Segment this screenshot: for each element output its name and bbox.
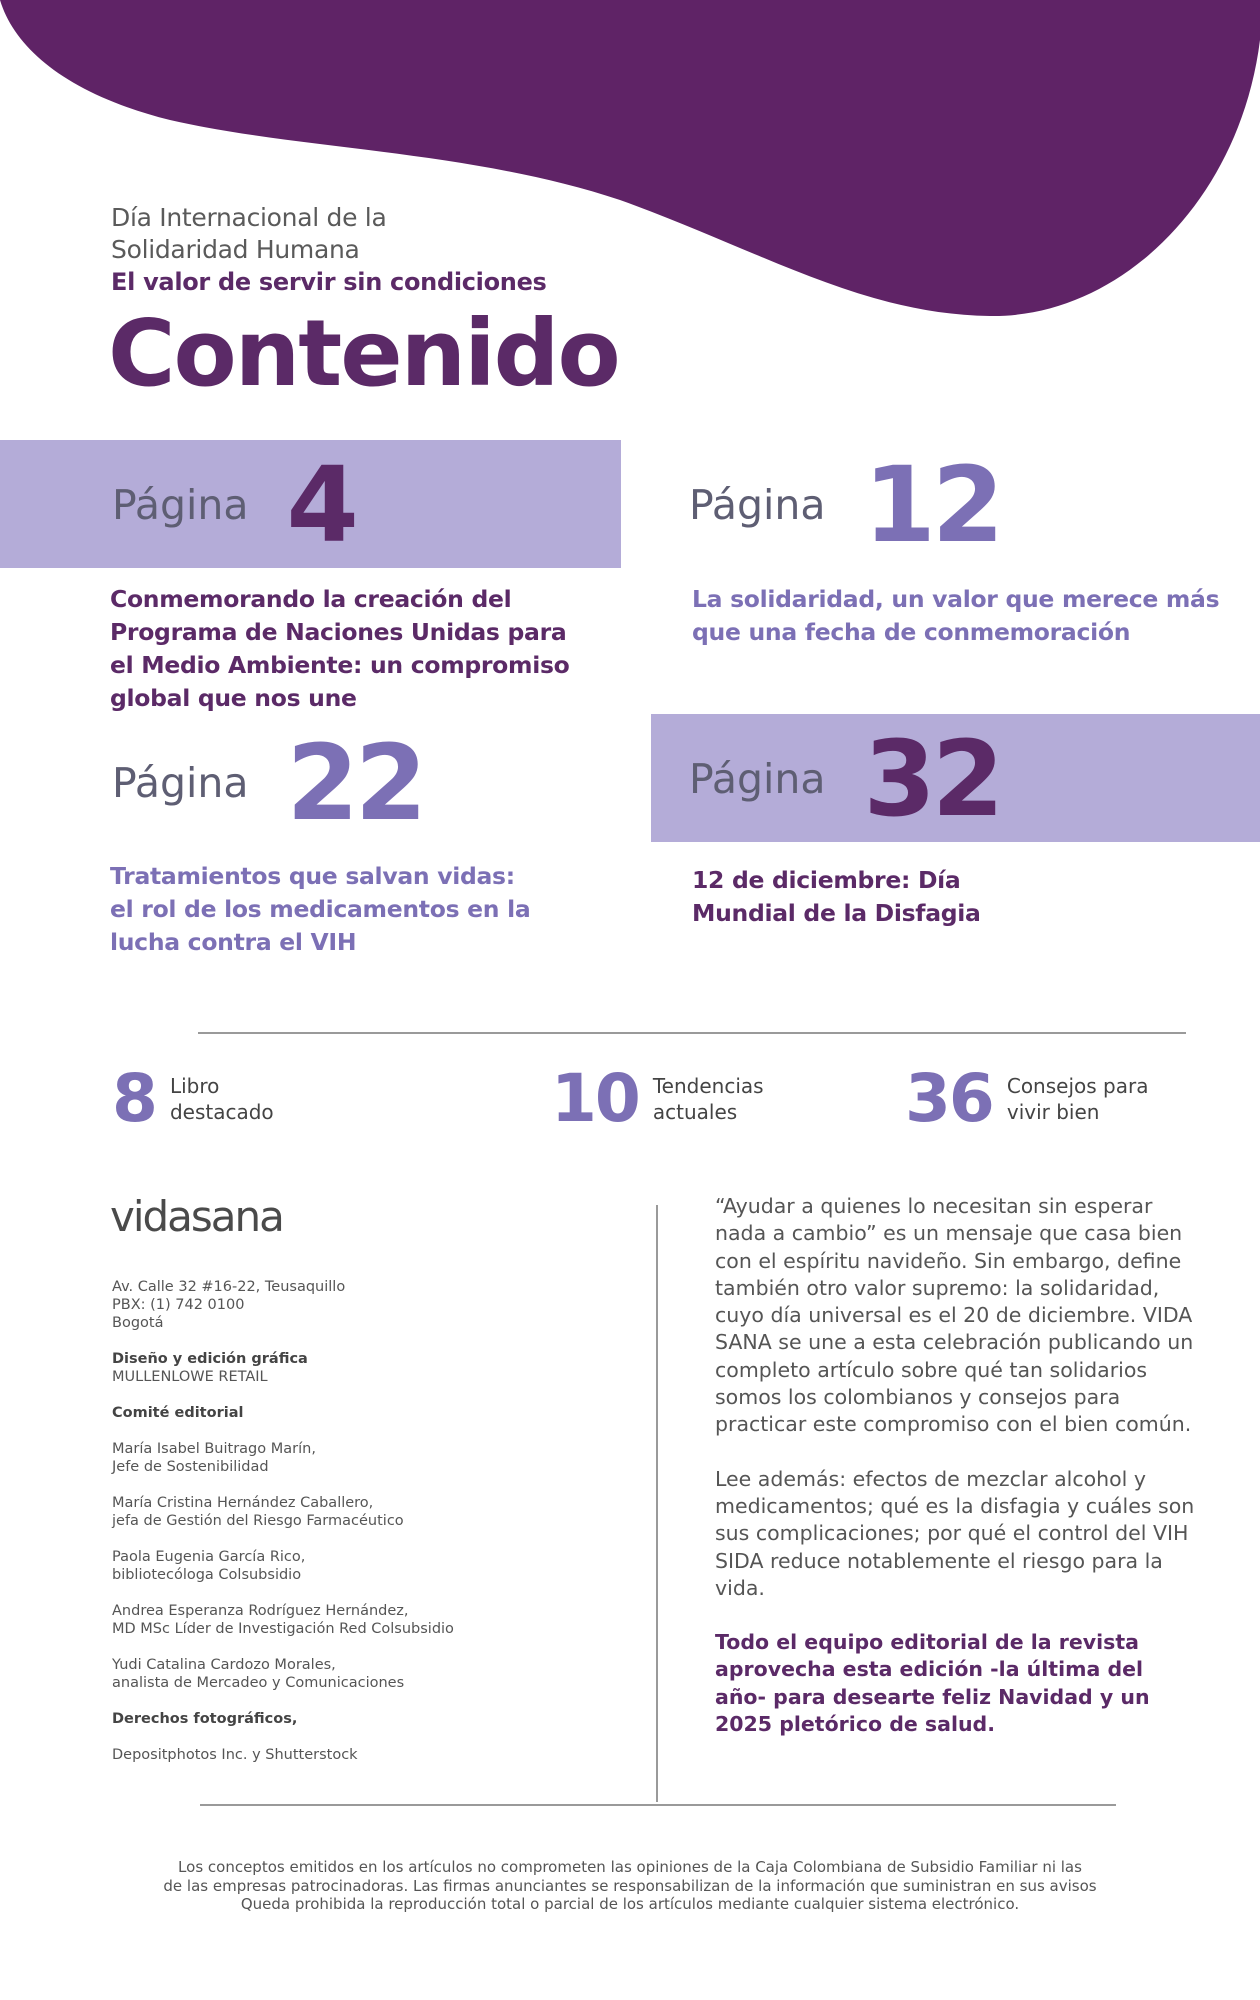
member-name: María Cristina Hernández Caballero, <box>112 1495 374 1511</box>
editorial-paragraph: “Ayudar a quienes lo necesitan sin esperar nada a cambio” es un mensaje que casa bien con el espíritu navideño. Sin embargo, define también otro valor supremo: la solidaridad, cuyo día universal es el 20 de diciembre. VIDA SANA se une a esta celebración publicando un completo artículo sobre qué tan solidarios somos los colombianos y consejos para practicar este compromiso con el bien común. <box>715 1194 1194 1437</box>
member-name: María Isabel Buitrago Marín, <box>112 1441 316 1457</box>
section-label: Tendencias actuales <box>652 1074 764 1124</box>
page-number: 12 <box>863 444 1001 566</box>
subtitle-line: Día Internacional de la <box>111 203 387 232</box>
photo-value: Depositphotos Inc. y Shutterstock <box>112 1747 358 1763</box>
footer-line: de las empresas patrocinadoras. Las firmas anunciantes se responsabilizan de la información que suministran en sus avisos <box>163 1876 1097 1895</box>
editorial-paragraph: Lee además: efectos de mezclar alcohol y medicamentos; qué es la disfagia y cuáles son sus complicaciones; por qué el control del VIH SIDA reduce notablemente el riesgo para la vida. <box>715 1466 1195 1600</box>
legal-footer <box>150 1858 1110 1914</box>
article-title[interactable]: La solidaridad, un valor que merece más que una fecha de conmemoración <box>692 585 1220 646</box>
section-page-number: 8 <box>112 1060 156 1137</box>
member-role: MD MSc Líder de Investigación Red Colsubsidio <box>112 1621 454 1637</box>
member-role: Jefe de Sostenibilidad <box>112 1459 269 1475</box>
member-role: analista de Mercadeo y Comunicaciones <box>112 1675 405 1691</box>
divider <box>200 1804 1116 1806</box>
member-role: bibliotecóloga Colsubsidio <box>112 1567 302 1583</box>
page-label: Página <box>112 759 249 807</box>
address-line: Av. Calle 32 #16-22, Teusaquillo <box>112 1279 346 1295</box>
page-ref-22[interactable] <box>112 722 424 844</box>
section-label: Libro destacado <box>169 1074 274 1124</box>
subtitle-line: Solidaridad Humana <box>111 235 360 264</box>
article-title[interactable]: Tratamientos que salvan vidas: el rol de los medicamentos en la lucha contra el VIH <box>110 862 531 956</box>
vidasana-logo: vidasana <box>110 1192 283 1241</box>
member-name: Yudi Catalina Cardozo Morales, <box>112 1657 336 1673</box>
page-ref-32[interactable] <box>689 718 1001 840</box>
footer-line: Los conceptos emitidos en los artículos no comprometen las opiniones de la Caja Colombiana de Subsidio Familiar ni las <box>178 1858 1082 1876</box>
column-divider <box>656 1205 658 1802</box>
member-name: Paola Eugenia García Rico, <box>112 1549 306 1565</box>
section-page-number: 10 <box>551 1060 639 1137</box>
page-number: 22 <box>286 722 424 844</box>
section-label: Consejos para vivir bien <box>1006 1074 1149 1124</box>
phone-line: PBX: (1) 742 0100 <box>112 1297 245 1313</box>
design-heading: Diseño y edición gráfica <box>112 1351 308 1367</box>
page-title: Contenido <box>108 300 619 407</box>
design-value: MULLENLOWE RETAIL <box>112 1369 268 1385</box>
article-title[interactable]: 12 de diciembre: Día Mundial de la Disfagia <box>692 866 981 927</box>
section-page-number: 36 <box>905 1060 993 1137</box>
page-ref-12[interactable] <box>689 444 1001 566</box>
editorial-text <box>715 1193 1195 1765</box>
page-label: Página <box>689 755 826 803</box>
page-number: 32 <box>863 718 1001 840</box>
issue-subtitle <box>111 202 547 298</box>
member-role: jefa de Gestión del Riesgo Farmacéutico <box>112 1513 404 1529</box>
section-ref[interactable] <box>551 1060 764 1137</box>
section-ref[interactable] <box>112 1060 274 1137</box>
photo-heading: Derechos fotográficos, <box>112 1711 298 1727</box>
page-label: Página <box>689 481 826 529</box>
page-label: Página <box>112 481 249 529</box>
page-ref-4[interactable] <box>112 444 355 566</box>
masthead-credits <box>112 1278 632 1782</box>
member-name: Andrea Esperanza Rodríguez Hernández, <box>112 1603 409 1619</box>
editorial-closing: Todo el equipo editorial de la revista aprovecha esta edición -la última del año- para desearte feliz Navidad y un 2025 pletórico de salud. <box>715 1630 1150 1737</box>
article-title[interactable]: Conmemorando la creación del Programa de Naciones Unidas para el Medio Ambiente: un compromiso global que nos une <box>110 585 570 712</box>
subtitle-bold: El valor de servir sin condiciones <box>111 268 547 296</box>
divider <box>198 1032 1186 1034</box>
page-number: 4 <box>286 444 355 566</box>
section-ref[interactable] <box>905 1060 1149 1137</box>
committee-heading: Comité editorial <box>112 1405 244 1421</box>
city-line: Bogotá <box>112 1315 164 1331</box>
footer-line: Queda prohibida la reproducción total o parcial de los artículos mediante cualquier sistema electrónico. <box>240 1895 1020 1913</box>
